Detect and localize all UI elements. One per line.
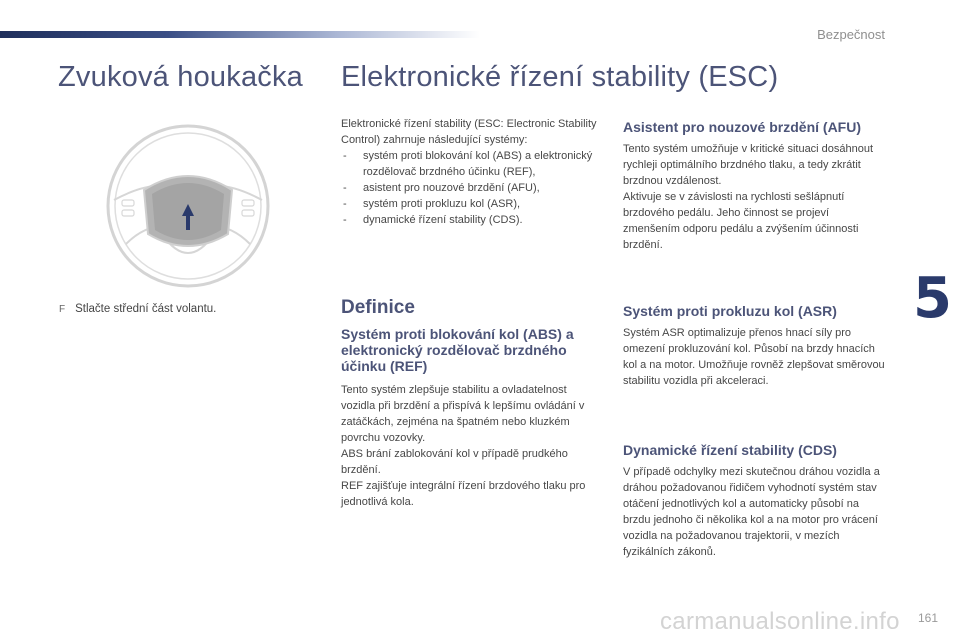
horn-instruction-text: Stlačte střední část volantu. [75,303,217,315]
chapter-number: 5 [913,266,952,331]
steering-wheel-icon [104,122,272,290]
cds-title: Dynamické řízení stability (CDS) [623,442,837,458]
abs-paragraph: REF zajišťuje integrální řízení brzdového tlaku pro jednotlivá kola. [341,480,586,508]
list-item: - systém proti blokování kol (ABS) a elektronický rozdělovač brzdného účinku (REF), [341,148,603,180]
page-number: 161 [917,611,938,625]
watermark: carmanualsonline.info [660,608,900,635]
cds-block [623,442,885,560]
esc-intro: Elektronické řízení stability (ESC: Electronic Stability Control) zahrnuje následující systémy: [341,118,597,146]
abs-paragraph: ABS brání zablokování kol v případě prudkého brzdění. [341,448,568,476]
asr-block [623,303,885,389]
definitions-title: Definice [341,297,415,318]
afu-paragraph: Aktivuje se v závislosti na rychlosti sešlápnutí brzdového pedálu. Jeho činnost se projeví zmenšením odporu pedálu a zvýšením účinnosti brzdění. [623,191,859,251]
afu-paragraph: Tento systém umožňuje v kritické situaci dosáhnout rychleji optimálního brzdného tlaku, a tedy zkrátit brzdnou vzdálenost. [623,143,874,187]
horn-instruction [59,303,216,315]
definitions-block [341,297,601,510]
asr-title: Systém proti prokluzu kol (ASR) [623,303,837,319]
list-item: - asistent pro nouzové brzdění (AFU), [341,180,603,196]
section-name: Bezpečnost [817,27,885,42]
abs-title: Systém proti blokování kol (ABS) a elektronický rozdělovač brzdného účinku (REF) [341,326,574,374]
afu-title: Asistent pro nouzové brzdění (AFU) [623,119,861,135]
horn-title: Zvuková houkačka [58,61,303,93]
chapter-tab [900,268,960,330]
abs-paragraph: Tento systém zlepšuje stabilitu a ovladatelnost vozidla při brzdění a přispívá k lepšímu ovládání v zatáčkách, zejména na špatném nebo kluzkém povrchu vozovky. [341,384,585,444]
asr-paragraph: Systém ASR optimalizuje přenos hnací síly pro omezení prokluzování kol. Působí na brzdy hnacích kol a na motor. Umožňuje rovněž zlepšovat směrovou stabilitu vozidla při akceleraci. [623,327,885,387]
esc-title: Elektronické řízení stability (ESC) [341,61,779,93]
list-item: - dynamické řízení stability (CDS). [341,212,603,228]
esc-systems-list [341,148,603,228]
esc-intro-block [341,116,603,228]
bullet-icon: F [59,304,66,315]
afu-block [623,119,885,253]
cds-paragraph: V případě odchylky mezi skutečnou dráhou vozidla a dráhou požadovanou řidičem vyhodnotí systém stav otáčení jednotlivých kol a automaticky působí na brzdu jednoho či několika kol a na motor pro vrácení vozidla na požadovanou trajektorii, v mezích fyzikálních zákonů. [623,466,880,558]
list-item: - systém proti prokluzu kol (ASR), [341,196,603,212]
header-color-bar [0,31,480,38]
